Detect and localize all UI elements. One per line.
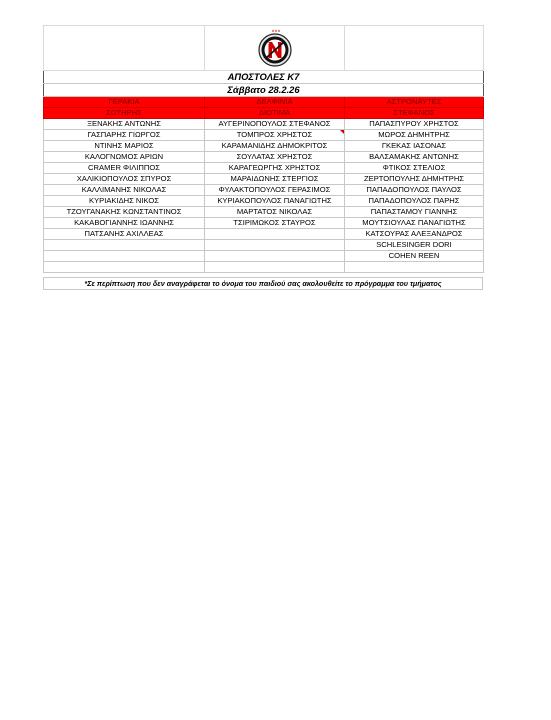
player-cell: CRAMER ΦΙΛΙΠΠΟΣ	[44, 163, 205, 174]
date-row	[44, 84, 484, 97]
player-cell: SCHLESINGER DORI	[345, 240, 484, 251]
player-cell: ΦΤΙΚΟΣ ΣΤΕΛΙΟΣ	[345, 163, 484, 174]
player-cell: ΣΟΥΛΑΤΑΣ ΧΡΗΣΤΟΣ	[205, 152, 345, 163]
team-name-astronaftes: ΑΣΤΡΟΝΑΥΤΕΣ	[345, 97, 484, 108]
player-cell: ΤΖΟΥΓΑΝΑΚΗΣ ΚΩΝΣΤΑΝΤΙΝΟΣ	[44, 207, 205, 218]
logo-cell-right	[345, 26, 484, 71]
player-cell: ΜΑΡΑΙΔΩΝΗΣ ΣΤΕΡΓΙΟΣ	[205, 174, 345, 185]
player-cell	[44, 240, 205, 251]
player-cell: ΚΑΡΑΓΕΩΡΓΗΣ ΧΡΗΣΤΟΣ	[205, 163, 345, 174]
footnote: *Σε περίπτωση που δεν αναγράφεται το όνομα του παιδιού σας ακολουθείτε το πρόγραμμα του τμήματος	[43, 277, 483, 290]
table-row	[44, 141, 484, 152]
player-cell: ΓΚΕΚΑΣ ΙΑΣΟΝΑΣ	[345, 141, 484, 152]
player-cell: COHEN REEN	[345, 251, 484, 262]
table-row	[44, 174, 484, 185]
player-cell: ΜΩΡΟΣ ΔΗΜΗΤΡΗΣ	[345, 130, 484, 141]
player-cell: ΤΟΜΠΡΟΣ ΧΡΗΣΤΟΣ	[205, 130, 345, 141]
table-row	[44, 240, 484, 251]
player-cell: ΚΑΡΑΜΑΝΙΔΗΣ ΔΗΜΟΚΡΙΤΟΣ	[205, 141, 345, 152]
table-row	[44, 119, 484, 130]
player-cell: ΜΟΥΤΣΙΟΥΛΑΣ ΠΑΝΑΓΙΩΤΗΣ	[345, 218, 484, 229]
player-cell: ΠΑΠΑΣΠΥΡΟΥ ΧΡΗΣΤΟΣ	[345, 119, 484, 130]
roster-sheet	[43, 25, 483, 290]
coach-gerakia: ΣΩΤΗΡΗΣ	[44, 108, 205, 119]
empty-cell	[44, 262, 205, 273]
player-cell: ΠΑΠΑΔΟΠΟΥΛΟΣ ΠΑΥΛΟΣ	[345, 185, 484, 196]
player-cell	[205, 251, 345, 262]
table-row	[44, 196, 484, 207]
empty-cell	[345, 262, 484, 273]
table-row	[44, 130, 484, 141]
table-row	[44, 251, 484, 262]
player-cell: ΚΑΤΣΟΥΡΑΣ ΑΛΕΞΑΝΔΡΟΣ	[345, 229, 484, 240]
player-cell: ΠΑΠΑΔΟΠΟΥΛΟΣ ΠΑΡΗΣ	[345, 196, 484, 207]
team-name-gerakia: ΓΕΡΑΚΙΑ	[44, 97, 205, 108]
player-cell: ΚΥΡΙΑΚΙΔΗΣ ΝΙΚΟΣ	[44, 196, 205, 207]
team-name-delfinia: ΔΕΛΦΙΝΙΑ	[205, 97, 345, 108]
player-cell: ΞΕΝΑΚΗΣ ΑΝΤΩΝΗΣ	[44, 119, 205, 130]
player-cell: ΚΑΛΛΙΜΑΝΗΣ ΝΙΚΟΛΑΣ	[44, 185, 205, 196]
player-cell	[205, 229, 345, 240]
title-row	[44, 71, 484, 84]
table-row	[44, 163, 484, 174]
coach-astronaftes: ΣΤΕΦΑΝΟΣ	[345, 108, 484, 119]
logo-row	[44, 26, 484, 71]
player-cell: ΑΥΓΕΡΙΝΟΠΟΥΛΟΣ ΣΤΕΦΑΝΟΣ	[205, 119, 345, 130]
player-cell: ΤΣΙΡΙΜΩΚΟΣ ΣΤΑΥΡΟΣ	[205, 218, 345, 229]
table-row	[44, 262, 484, 273]
document-date: Σάββατο 28.2.26	[44, 84, 484, 97]
player-cell: ΚΑΛΟΓΝΩΜΟΣ ΑΡΙΩΝ	[44, 152, 205, 163]
roster-table	[43, 25, 484, 273]
player-cell: ΦΥΛΑΚΤΟΠΟΥΛΟΣ ΓΕΡΑΣΙΜΟΣ	[205, 185, 345, 196]
player-cell: ΖΕΡΤΟΠΟΥΛΗΣ ΔΗΜΗΤΡΗΣ	[345, 174, 484, 185]
logo-cell-left	[44, 26, 205, 71]
table-row	[44, 218, 484, 229]
player-cell: ΓΑΣΠΑΡΗΣ ΓΙΩΡΓΟΣ	[44, 130, 205, 141]
player-cell: ΠΑΤΣΑΝΗΣ ΑΧΙΛΛΕΑΣ	[44, 229, 205, 240]
coach-delfinia: ΔΙΟΤΙΜΑ	[205, 108, 345, 119]
table-row	[44, 207, 484, 218]
player-cell: ΧΑΛΙΚΙΟΠΟΥΛΟΣ ΣΠΥΡΟΣ	[44, 174, 205, 185]
table-row	[44, 229, 484, 240]
player-cell: ΝΤΙΝΗΣ ΜΑΡΙΟΣ	[44, 141, 205, 152]
player-cell	[205, 240, 345, 251]
player-cell: ΚΥΡΙΑΚΟΠΟΥΛΟΣ ΠΑΝΑΓΙΩΤΗΣ	[205, 196, 345, 207]
coach-row	[44, 108, 484, 119]
table-row	[44, 185, 484, 196]
empty-cell	[205, 262, 345, 273]
player-cell: ΠΑΠΑΣΤΑΜΟΥ ΓΙΑΝΝΗΣ	[345, 207, 484, 218]
player-cell: ΒΑΛΣΑΜΑΚΗΣ ΑΝΤΩΝΗΣ	[345, 152, 484, 163]
table-row	[44, 152, 484, 163]
document-title: ΑΠΟΣΤΟΛΕΣ Κ7	[44, 71, 484, 84]
club-crest-icon	[205, 26, 344, 70]
player-cell: ΚΑΚΑΒΟΓΙΑΝΝΗΣ ΙΩΑΝΝΗΣ	[44, 218, 205, 229]
team-header-row	[44, 97, 484, 108]
player-cell	[44, 251, 205, 262]
player-cell: ΜΑΡΤΑΤΟΣ ΝΙΚΟΛΑΣ	[205, 207, 345, 218]
logo-cell-center	[205, 26, 345, 71]
